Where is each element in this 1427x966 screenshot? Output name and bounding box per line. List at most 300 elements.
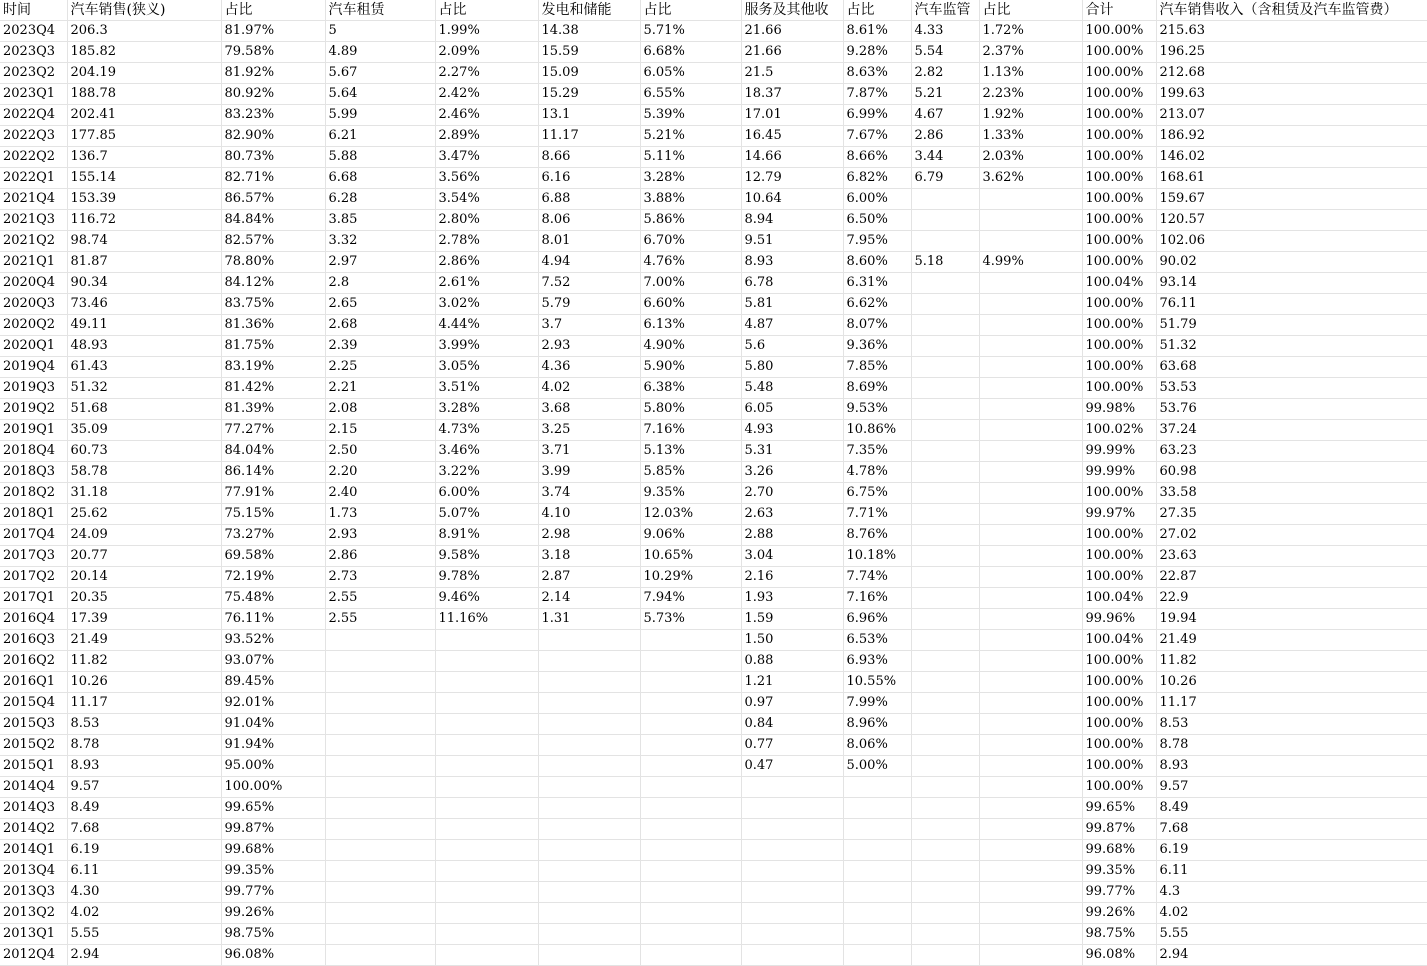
data-cell[interactable]: 5.86% (640, 210, 741, 231)
data-cell[interactable]: 8.66 (538, 147, 640, 168)
data-cell[interactable]: 7.87% (843, 84, 911, 105)
data-cell[interactable]: 100.04% (1082, 273, 1156, 294)
data-cell[interactable]: 4.73% (435, 420, 538, 441)
data-cell[interactable]: 2.86% (435, 252, 538, 273)
data-cell[interactable] (538, 945, 640, 966)
data-cell[interactable] (979, 588, 1082, 609)
data-cell[interactable]: 6.19 (1156, 840, 1427, 861)
data-cell[interactable]: 5.80 (741, 357, 843, 378)
data-cell[interactable]: 75.15% (221, 504, 325, 525)
period-cell[interactable]: 2021Q1 (0, 252, 67, 273)
period-cell[interactable]: 2021Q4 (0, 189, 67, 210)
data-cell[interactable] (911, 861, 979, 882)
data-cell[interactable]: 8.96% (843, 714, 911, 735)
data-cell[interactable] (640, 798, 741, 819)
data-cell[interactable]: 100.00% (1082, 126, 1156, 147)
data-cell[interactable]: 7.74% (843, 567, 911, 588)
data-cell[interactable]: 99.35% (1082, 861, 1156, 882)
data-cell[interactable]: 6.75% (843, 483, 911, 504)
data-cell[interactable]: 78.80% (221, 252, 325, 273)
data-cell[interactable]: 3.62% (979, 168, 1082, 189)
data-cell[interactable] (538, 777, 640, 798)
data-cell[interactable]: 37.24 (1156, 420, 1427, 441)
data-cell[interactable]: 82.71% (221, 168, 325, 189)
data-cell[interactable]: 6.00% (843, 189, 911, 210)
data-cell[interactable] (538, 924, 640, 945)
header-cell[interactable]: 服务及其他收 (741, 0, 843, 21)
data-cell[interactable] (911, 294, 979, 315)
data-cell[interactable]: 8.93 (1156, 756, 1427, 777)
data-cell[interactable]: 100.00% (1082, 42, 1156, 63)
header-cell[interactable]: 合计 (1082, 0, 1156, 21)
data-cell[interactable]: 20.14 (67, 567, 221, 588)
period-cell[interactable]: 2019Q4 (0, 357, 67, 378)
data-cell[interactable] (741, 903, 843, 924)
data-cell[interactable]: 77.91% (221, 483, 325, 504)
data-cell[interactable]: 5.21% (640, 126, 741, 147)
period-cell[interactable]: 2014Q1 (0, 840, 67, 861)
data-cell[interactable]: 100.00% (1082, 756, 1156, 777)
data-cell[interactable]: 6.68% (640, 42, 741, 63)
data-cell[interactable]: 100.00% (1082, 567, 1156, 588)
data-cell[interactable] (911, 819, 979, 840)
data-cell[interactable]: 93.14 (1156, 273, 1427, 294)
data-cell[interactable]: 6.00% (435, 483, 538, 504)
data-cell[interactable] (911, 777, 979, 798)
data-cell[interactable]: 90.34 (67, 273, 221, 294)
period-cell[interactable]: 2020Q2 (0, 315, 67, 336)
data-cell[interactable]: 185.82 (67, 42, 221, 63)
data-cell[interactable]: 5.73% (640, 609, 741, 630)
data-cell[interactable] (979, 399, 1082, 420)
period-cell[interactable]: 2013Q2 (0, 903, 67, 924)
data-cell[interactable] (979, 357, 1082, 378)
data-cell[interactable]: 6.19 (67, 840, 221, 861)
data-cell[interactable] (435, 672, 538, 693)
period-cell[interactable]: 2022Q1 (0, 168, 67, 189)
data-cell[interactable]: 2.40 (325, 483, 435, 504)
data-cell[interactable]: 6.55% (640, 84, 741, 105)
data-cell[interactable]: 80.73% (221, 147, 325, 168)
data-cell[interactable]: 17.39 (67, 609, 221, 630)
data-cell[interactable]: 76.11 (1156, 294, 1427, 315)
data-cell[interactable] (538, 672, 640, 693)
data-cell[interactable] (640, 714, 741, 735)
data-cell[interactable]: 4.90% (640, 336, 741, 357)
data-cell[interactable] (640, 840, 741, 861)
data-cell[interactable]: 10.29% (640, 567, 741, 588)
data-cell[interactable] (979, 231, 1082, 252)
data-cell[interactable] (979, 777, 1082, 798)
data-cell[interactable]: 1.73 (325, 504, 435, 525)
data-cell[interactable]: 1.31 (538, 609, 640, 630)
period-cell[interactable]: 2014Q3 (0, 798, 67, 819)
data-cell[interactable] (979, 630, 1082, 651)
period-cell[interactable]: 2021Q2 (0, 231, 67, 252)
data-cell[interactable]: 2.09% (435, 42, 538, 63)
data-cell[interactable]: 20.35 (67, 588, 221, 609)
data-cell[interactable]: 69.58% (221, 546, 325, 567)
data-cell[interactable]: 9.78% (435, 567, 538, 588)
data-cell[interactable]: 2.78% (435, 231, 538, 252)
data-cell[interactable]: 2.55 (325, 588, 435, 609)
data-cell[interactable]: 204.19 (67, 63, 221, 84)
data-cell[interactable]: 99.97% (1082, 504, 1156, 525)
data-cell[interactable]: 81.92% (221, 63, 325, 84)
data-cell[interactable]: 6.78 (741, 273, 843, 294)
data-cell[interactable]: 100.00% (1082, 84, 1156, 105)
data-cell[interactable]: 99.99% (1082, 441, 1156, 462)
data-cell[interactable] (538, 882, 640, 903)
data-cell[interactable]: 3.51% (435, 378, 538, 399)
data-cell[interactable] (435, 903, 538, 924)
data-cell[interactable]: 14.66 (741, 147, 843, 168)
data-cell[interactable]: 116.72 (67, 210, 221, 231)
data-cell[interactable]: 61.43 (67, 357, 221, 378)
data-cell[interactable] (911, 210, 979, 231)
data-cell[interactable] (538, 903, 640, 924)
data-cell[interactable] (911, 882, 979, 903)
data-cell[interactable]: 98.75% (1082, 924, 1156, 945)
period-cell[interactable]: 2013Q1 (0, 924, 67, 945)
data-cell[interactable] (979, 798, 1082, 819)
data-cell[interactable]: 93.52% (221, 630, 325, 651)
data-cell[interactable]: 0.84 (741, 714, 843, 735)
data-cell[interactable]: 98.75% (221, 924, 325, 945)
data-cell[interactable]: 83.19% (221, 357, 325, 378)
data-cell[interactable]: 100.00% (1082, 231, 1156, 252)
data-cell[interactable]: 53.53 (1156, 378, 1427, 399)
data-cell[interactable]: 2.94 (67, 945, 221, 966)
data-cell[interactable]: 213.07 (1156, 105, 1427, 126)
data-cell[interactable]: 0.77 (741, 735, 843, 756)
data-cell[interactable] (979, 924, 1082, 945)
data-cell[interactable] (911, 504, 979, 525)
data-cell[interactable]: 215.63 (1156, 21, 1427, 42)
data-cell[interactable]: 95.00% (221, 756, 325, 777)
data-cell[interactable]: 77.27% (221, 420, 325, 441)
data-cell[interactable] (843, 903, 911, 924)
data-cell[interactable] (979, 735, 1082, 756)
period-cell[interactable]: 2016Q1 (0, 672, 67, 693)
data-cell[interactable]: 2.94 (1156, 945, 1427, 966)
data-cell[interactable]: 11.17 (1156, 693, 1427, 714)
data-cell[interactable]: 6.11 (67, 861, 221, 882)
data-cell[interactable]: 5.48 (741, 378, 843, 399)
period-cell[interactable]: 2017Q3 (0, 546, 67, 567)
data-cell[interactable]: 27.02 (1156, 525, 1427, 546)
period-cell[interactable]: 2018Q4 (0, 441, 67, 462)
data-cell[interactable]: 12.03% (640, 504, 741, 525)
data-cell[interactable] (979, 609, 1082, 630)
data-cell[interactable] (911, 273, 979, 294)
header-cell[interactable]: 占比 (435, 0, 538, 21)
data-cell[interactable]: 2.27% (435, 63, 538, 84)
header-cell[interactable]: 汽车租赁 (325, 0, 435, 21)
data-cell[interactable]: 1.59 (741, 609, 843, 630)
data-cell[interactable]: 12.79 (741, 168, 843, 189)
period-cell[interactable]: 2019Q1 (0, 420, 67, 441)
data-cell[interactable]: 8.53 (1156, 714, 1427, 735)
data-cell[interactable]: 4.44% (435, 315, 538, 336)
data-cell[interactable]: 6.05 (741, 399, 843, 420)
data-cell[interactable]: 10.55% (843, 672, 911, 693)
data-cell[interactable]: 2.93 (325, 525, 435, 546)
period-cell[interactable]: 2020Q4 (0, 273, 67, 294)
data-cell[interactable]: 8.06% (843, 735, 911, 756)
data-cell[interactable]: 9.58% (435, 546, 538, 567)
data-cell[interactable]: 2.65 (325, 294, 435, 315)
data-cell[interactable] (979, 714, 1082, 735)
data-cell[interactable]: 6.70% (640, 231, 741, 252)
data-cell[interactable]: 27.35 (1156, 504, 1427, 525)
period-cell[interactable]: 2017Q1 (0, 588, 67, 609)
data-cell[interactable]: 9.28% (843, 42, 911, 63)
data-cell[interactable]: 8.93 (67, 756, 221, 777)
data-cell[interactable]: 7.67% (843, 126, 911, 147)
data-cell[interactable]: 6.50% (843, 210, 911, 231)
data-cell[interactable] (911, 735, 979, 756)
data-cell[interactable]: 5.18 (911, 252, 979, 273)
data-cell[interactable]: 84.04% (221, 441, 325, 462)
data-cell[interactable]: 31.18 (67, 483, 221, 504)
data-cell[interactable]: 2.63 (741, 504, 843, 525)
data-cell[interactable] (979, 462, 1082, 483)
data-cell[interactable]: 15.29 (538, 84, 640, 105)
data-cell[interactable]: 84.12% (221, 273, 325, 294)
data-cell[interactable] (325, 924, 435, 945)
data-cell[interactable] (843, 798, 911, 819)
data-cell[interactable]: 8.76% (843, 525, 911, 546)
data-cell[interactable] (640, 672, 741, 693)
data-cell[interactable] (435, 756, 538, 777)
data-cell[interactable] (843, 819, 911, 840)
period-cell[interactable]: 2014Q4 (0, 777, 67, 798)
data-cell[interactable]: 81.87 (67, 252, 221, 273)
data-cell[interactable] (979, 546, 1082, 567)
data-cell[interactable] (911, 378, 979, 399)
data-cell[interactable] (843, 924, 911, 945)
data-cell[interactable]: 100.00% (1082, 63, 1156, 84)
data-cell[interactable]: 21.49 (1156, 630, 1427, 651)
data-cell[interactable]: 100.00% (1082, 105, 1156, 126)
data-cell[interactable]: 6.62% (843, 294, 911, 315)
data-cell[interactable]: 9.51 (741, 231, 843, 252)
data-cell[interactable]: 8.91% (435, 525, 538, 546)
data-cell[interactable]: 81.39% (221, 399, 325, 420)
data-cell[interactable]: 6.60% (640, 294, 741, 315)
data-cell[interactable]: 100.00% (1082, 147, 1156, 168)
data-cell[interactable] (538, 756, 640, 777)
data-cell[interactable]: 100.00% (1082, 294, 1156, 315)
data-cell[interactable] (435, 945, 538, 966)
data-cell[interactable]: 2.15 (325, 420, 435, 441)
data-cell[interactable]: 100.00% (1082, 714, 1156, 735)
data-cell[interactable]: 11.17 (67, 693, 221, 714)
data-cell[interactable]: 202.41 (67, 105, 221, 126)
data-cell[interactable] (741, 945, 843, 966)
data-cell[interactable]: 100.00% (1082, 336, 1156, 357)
data-cell[interactable]: 7.16% (843, 588, 911, 609)
data-cell[interactable]: 21.5 (741, 63, 843, 84)
header-cell[interactable]: 占比 (979, 0, 1082, 21)
data-cell[interactable] (911, 756, 979, 777)
data-cell[interactable]: 3.32 (325, 231, 435, 252)
data-cell[interactable]: 23.63 (1156, 546, 1427, 567)
data-cell[interactable]: 7.94% (640, 588, 741, 609)
data-cell[interactable]: 1.50 (741, 630, 843, 651)
data-cell[interactable]: 6.88 (538, 189, 640, 210)
data-cell[interactable]: 80.92% (221, 84, 325, 105)
data-cell[interactable]: 2.37% (979, 42, 1082, 63)
data-cell[interactable]: 7.95% (843, 231, 911, 252)
data-cell[interactable]: 5.90% (640, 357, 741, 378)
data-cell[interactable] (911, 315, 979, 336)
data-cell[interactable]: 10.65% (640, 546, 741, 567)
data-cell[interactable]: 58.78 (67, 462, 221, 483)
data-cell[interactable]: 99.87% (1082, 819, 1156, 840)
data-cell[interactable] (911, 336, 979, 357)
data-cell[interactable]: 4.30 (67, 882, 221, 903)
data-cell[interactable] (979, 210, 1082, 231)
data-cell[interactable]: 3.47% (435, 147, 538, 168)
data-cell[interactable]: 6.11 (1156, 861, 1427, 882)
data-cell[interactable]: 100.00% (1082, 483, 1156, 504)
data-cell[interactable]: 99.68% (221, 840, 325, 861)
data-cell[interactable]: 15.09 (538, 63, 640, 84)
data-cell[interactable]: 8.63% (843, 63, 911, 84)
data-cell[interactable]: 5.88 (325, 147, 435, 168)
data-cell[interactable] (640, 756, 741, 777)
data-cell[interactable]: 6.99% (843, 105, 911, 126)
data-cell[interactable] (538, 840, 640, 861)
data-cell[interactable]: 35.09 (67, 420, 221, 441)
data-cell[interactable]: 2.8 (325, 273, 435, 294)
data-cell[interactable]: 99.65% (221, 798, 325, 819)
data-cell[interactable]: 20.77 (67, 546, 221, 567)
data-cell[interactable]: 9.06% (640, 525, 741, 546)
data-cell[interactable]: 4.78% (843, 462, 911, 483)
data-cell[interactable]: 3.85 (325, 210, 435, 231)
data-cell[interactable] (741, 819, 843, 840)
data-cell[interactable]: 2.03% (979, 147, 1082, 168)
data-cell[interactable]: 99.96% (1082, 609, 1156, 630)
data-cell[interactable] (435, 714, 538, 735)
data-cell[interactable]: 5.54 (911, 42, 979, 63)
period-cell[interactable]: 2017Q4 (0, 525, 67, 546)
data-cell[interactable]: 90.02 (1156, 252, 1427, 273)
data-cell[interactable]: 86.14% (221, 462, 325, 483)
data-cell[interactable]: 13.1 (538, 105, 640, 126)
data-cell[interactable] (435, 798, 538, 819)
data-cell[interactable]: 206.3 (67, 21, 221, 42)
data-cell[interactable]: 3.54% (435, 189, 538, 210)
data-cell[interactable] (325, 714, 435, 735)
data-cell[interactable] (325, 882, 435, 903)
data-cell[interactable]: 4.93 (741, 420, 843, 441)
data-cell[interactable]: 82.57% (221, 231, 325, 252)
data-cell[interactable] (979, 525, 1082, 546)
data-cell[interactable] (843, 777, 911, 798)
header-cell[interactable]: 汽车销售(狭义) (67, 0, 221, 21)
data-cell[interactable] (325, 777, 435, 798)
data-cell[interactable]: 3.05% (435, 357, 538, 378)
data-cell[interactable]: 75.48% (221, 588, 325, 609)
data-cell[interactable]: 3.25 (538, 420, 640, 441)
period-cell[interactable]: 2018Q2 (0, 483, 67, 504)
data-cell[interactable] (325, 840, 435, 861)
data-cell[interactable]: 4.76% (640, 252, 741, 273)
data-cell[interactable]: 25.62 (67, 504, 221, 525)
data-cell[interactable]: 6.21 (325, 126, 435, 147)
data-cell[interactable] (911, 483, 979, 504)
data-cell[interactable] (640, 924, 741, 945)
data-cell[interactable]: 100.00% (1082, 378, 1156, 399)
data-cell[interactable]: 4.02 (1156, 903, 1427, 924)
period-cell[interactable]: 2015Q4 (0, 693, 67, 714)
data-cell[interactable]: 2.68 (325, 315, 435, 336)
data-cell[interactable]: 4.10 (538, 504, 640, 525)
data-cell[interactable]: 4.33 (911, 21, 979, 42)
data-cell[interactable]: 10.86% (843, 420, 911, 441)
data-cell[interactable]: 3.18 (538, 546, 640, 567)
data-cell[interactable]: 73.27% (221, 525, 325, 546)
header-cell[interactable]: 占比 (843, 0, 911, 21)
data-cell[interactable]: 3.74 (538, 483, 640, 504)
period-cell[interactable]: 2023Q4 (0, 21, 67, 42)
data-cell[interactable] (911, 924, 979, 945)
data-cell[interactable]: 5.00% (843, 756, 911, 777)
data-cell[interactable] (325, 693, 435, 714)
data-cell[interactable]: 10.26 (67, 672, 221, 693)
data-cell[interactable] (640, 861, 741, 882)
data-cell[interactable]: 8.49 (1156, 798, 1427, 819)
data-cell[interactable]: 100.00% (1082, 168, 1156, 189)
data-cell[interactable]: 9.57 (67, 777, 221, 798)
data-cell[interactable]: 4.02 (538, 378, 640, 399)
data-cell[interactable]: 1.93 (741, 588, 843, 609)
data-cell[interactable] (979, 756, 1082, 777)
data-cell[interactable] (979, 861, 1082, 882)
data-cell[interactable]: 6.16 (538, 168, 640, 189)
data-cell[interactable]: 2.89% (435, 126, 538, 147)
data-cell[interactable] (538, 861, 640, 882)
data-cell[interactable]: 99.99% (1082, 462, 1156, 483)
data-cell[interactable] (911, 672, 979, 693)
data-cell[interactable]: 1.21 (741, 672, 843, 693)
data-cell[interactable]: 199.63 (1156, 84, 1427, 105)
data-cell[interactable] (979, 840, 1082, 861)
data-cell[interactable] (741, 861, 843, 882)
data-cell[interactable]: 1.92% (979, 105, 1082, 126)
data-cell[interactable] (979, 483, 1082, 504)
data-cell[interactable]: 9.46% (435, 588, 538, 609)
header-cell[interactable]: 汽车监管 (911, 0, 979, 21)
data-cell[interactable] (325, 861, 435, 882)
data-cell[interactable] (911, 714, 979, 735)
data-cell[interactable]: 14.38 (538, 21, 640, 42)
data-cell[interactable] (979, 378, 1082, 399)
data-cell[interactable] (979, 882, 1082, 903)
period-cell[interactable]: 2021Q3 (0, 210, 67, 231)
data-cell[interactable]: 3.99 (538, 462, 640, 483)
data-cell[interactable] (911, 441, 979, 462)
data-cell[interactable]: 7.68 (1156, 819, 1427, 840)
period-cell[interactable]: 2019Q3 (0, 378, 67, 399)
data-cell[interactable]: 3.88% (640, 189, 741, 210)
data-cell[interactable]: 9.36% (843, 336, 911, 357)
data-cell[interactable] (325, 945, 435, 966)
